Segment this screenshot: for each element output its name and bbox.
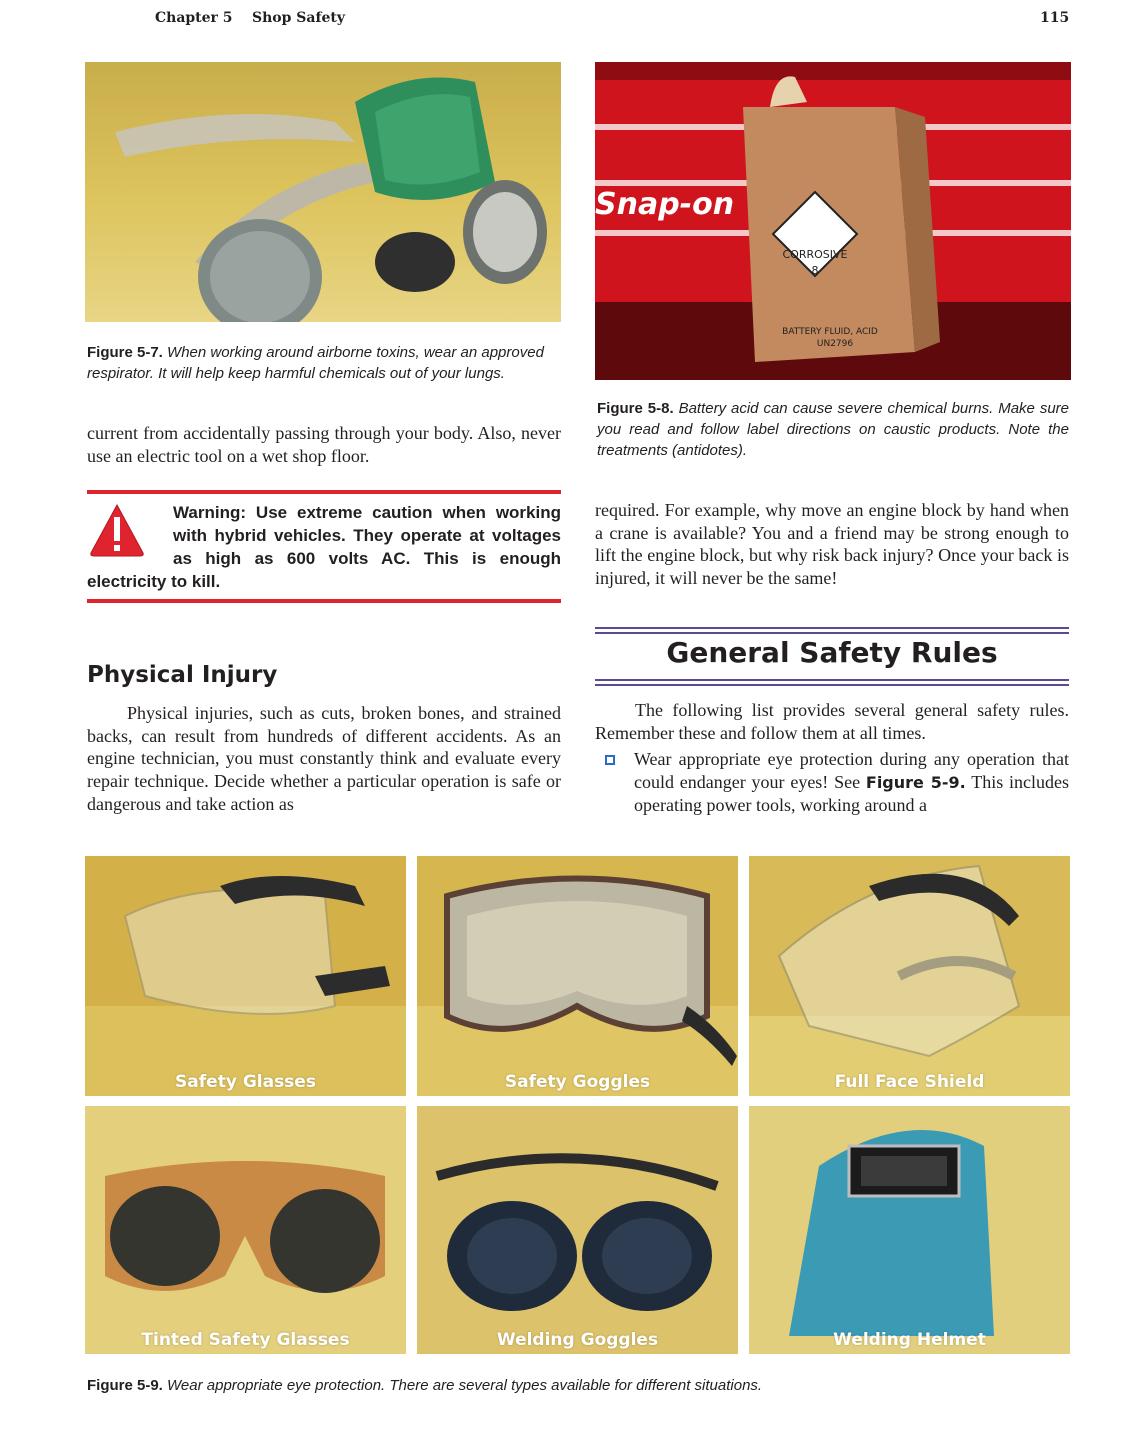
checkbox-bullet-icon	[605, 755, 615, 765]
general-safety-intro: The following list provides several general safety rules. Remember these and follow them at all times.	[595, 700, 1069, 743]
tile-label-safety-goggles: Safety Goggles	[504, 1072, 651, 1092]
page-number: 115	[1040, 10, 1070, 26]
section-label: Shop Safety	[252, 10, 346, 26]
battery-acid-photo	[595, 62, 1071, 380]
full-face-shield-photo	[749, 856, 1070, 1096]
figure-5-8-caption	[597, 398, 1069, 461]
physical-injury-heading: Physical Injury	[87, 662, 278, 688]
tile-label-tinted-safety-glasses: Tinted Safety Glasses	[141, 1330, 350, 1350]
physical-injury-paragraph: Physical injuries, such as cuts, broken bones, and strained backs, can result from hundreds of different accidents. As an engine technician, you must constantly think and evaluate every repair technique. Decide whether a particular operation is safe or dangerous and take action as	[87, 703, 561, 814]
figure-5-8-label: Figure 5-8.	[597, 400, 674, 417]
heading-top-rule-2	[595, 632, 1069, 634]
box-label-un-number: UN2796	[816, 339, 854, 349]
chapter-label: Chapter 5	[155, 10, 233, 26]
heading-bottom-rule-1	[595, 679, 1069, 681]
safety-glasses-photo	[85, 856, 406, 1096]
tile-label-full-face-shield: Full Face Shield	[834, 1072, 985, 1092]
box-label-contents: BATTERY FLUID, ACID	[782, 327, 878, 337]
warning-bottom-rule	[87, 599, 561, 603]
tile-label-welding-goggles: Welding Goggles	[496, 1330, 659, 1350]
safety-goggles-photo	[417, 856, 738, 1096]
box-label-corrosive: CORROSIVE	[782, 248, 848, 261]
figure-5-9-label: Figure 5-9.	[87, 1377, 163, 1394]
warning-text: Warning: Use extreme caution when working with hybrid vehicles. They operate at voltages as high as 600 volts AC. This is enough electricity to kill.	[87, 503, 561, 591]
figure-5-9-text: Wear appropriate eye protection. There are several types available for different situations.	[167, 1377, 763, 1394]
box-label-class: 8	[811, 264, 819, 277]
figure-5-8-text: Battery acid can cause severe chemical burns. Make sure you read and follow label directions on caustic products. Note the treatments (antidotes).	[597, 400, 1069, 459]
brand-logo: Snap-on	[595, 187, 735, 222]
welding-helmet-photo	[749, 1106, 1070, 1354]
general-safety-rules-heading: General Safety Rules	[666, 636, 998, 669]
tinted-safety-glasses-photo	[85, 1106, 406, 1354]
respirator-photo	[85, 62, 561, 322]
welding-goggles-photo	[417, 1106, 738, 1354]
right-continuation-paragraph: required. For example, why move an engine block by hand when a crane is available? You and a friend may be strong enough to lift the engine block, but why risk back injury? Once your back is injured, it will never be the same!	[595, 500, 1069, 589]
warning-top-rule	[87, 490, 561, 494]
figure-5-7-text: When working around airborne toxins, wear an approved respirator. It will help keep harmful chemicals out of your lungs.	[87, 344, 544, 382]
heading-top-rule-1	[595, 627, 1069, 629]
tile-label-welding-helmet: Welding Helmet	[833, 1330, 986, 1350]
figure-5-9-caption	[87, 1375, 1067, 1396]
tile-label-safety-glasses: Safety Glasses	[175, 1072, 316, 1092]
figure-5-7-label: Figure 5-7.	[87, 344, 163, 361]
eye-protection-bullet: Wear appropriate eye protection during any operation that could endanger your eyes! See Figure 5-9. This includes operating power tools, working around a	[634, 749, 1069, 816]
figure-5-7-caption	[87, 342, 565, 384]
figure-5-9-reference: Figure 5-9.	[865, 772, 966, 792]
heading-bottom-rule-2	[595, 684, 1069, 686]
left-continuation-paragraph: current from accidentally passing through your body. Also, never use an electric tool on a wet shop floor.	[87, 423, 561, 466]
